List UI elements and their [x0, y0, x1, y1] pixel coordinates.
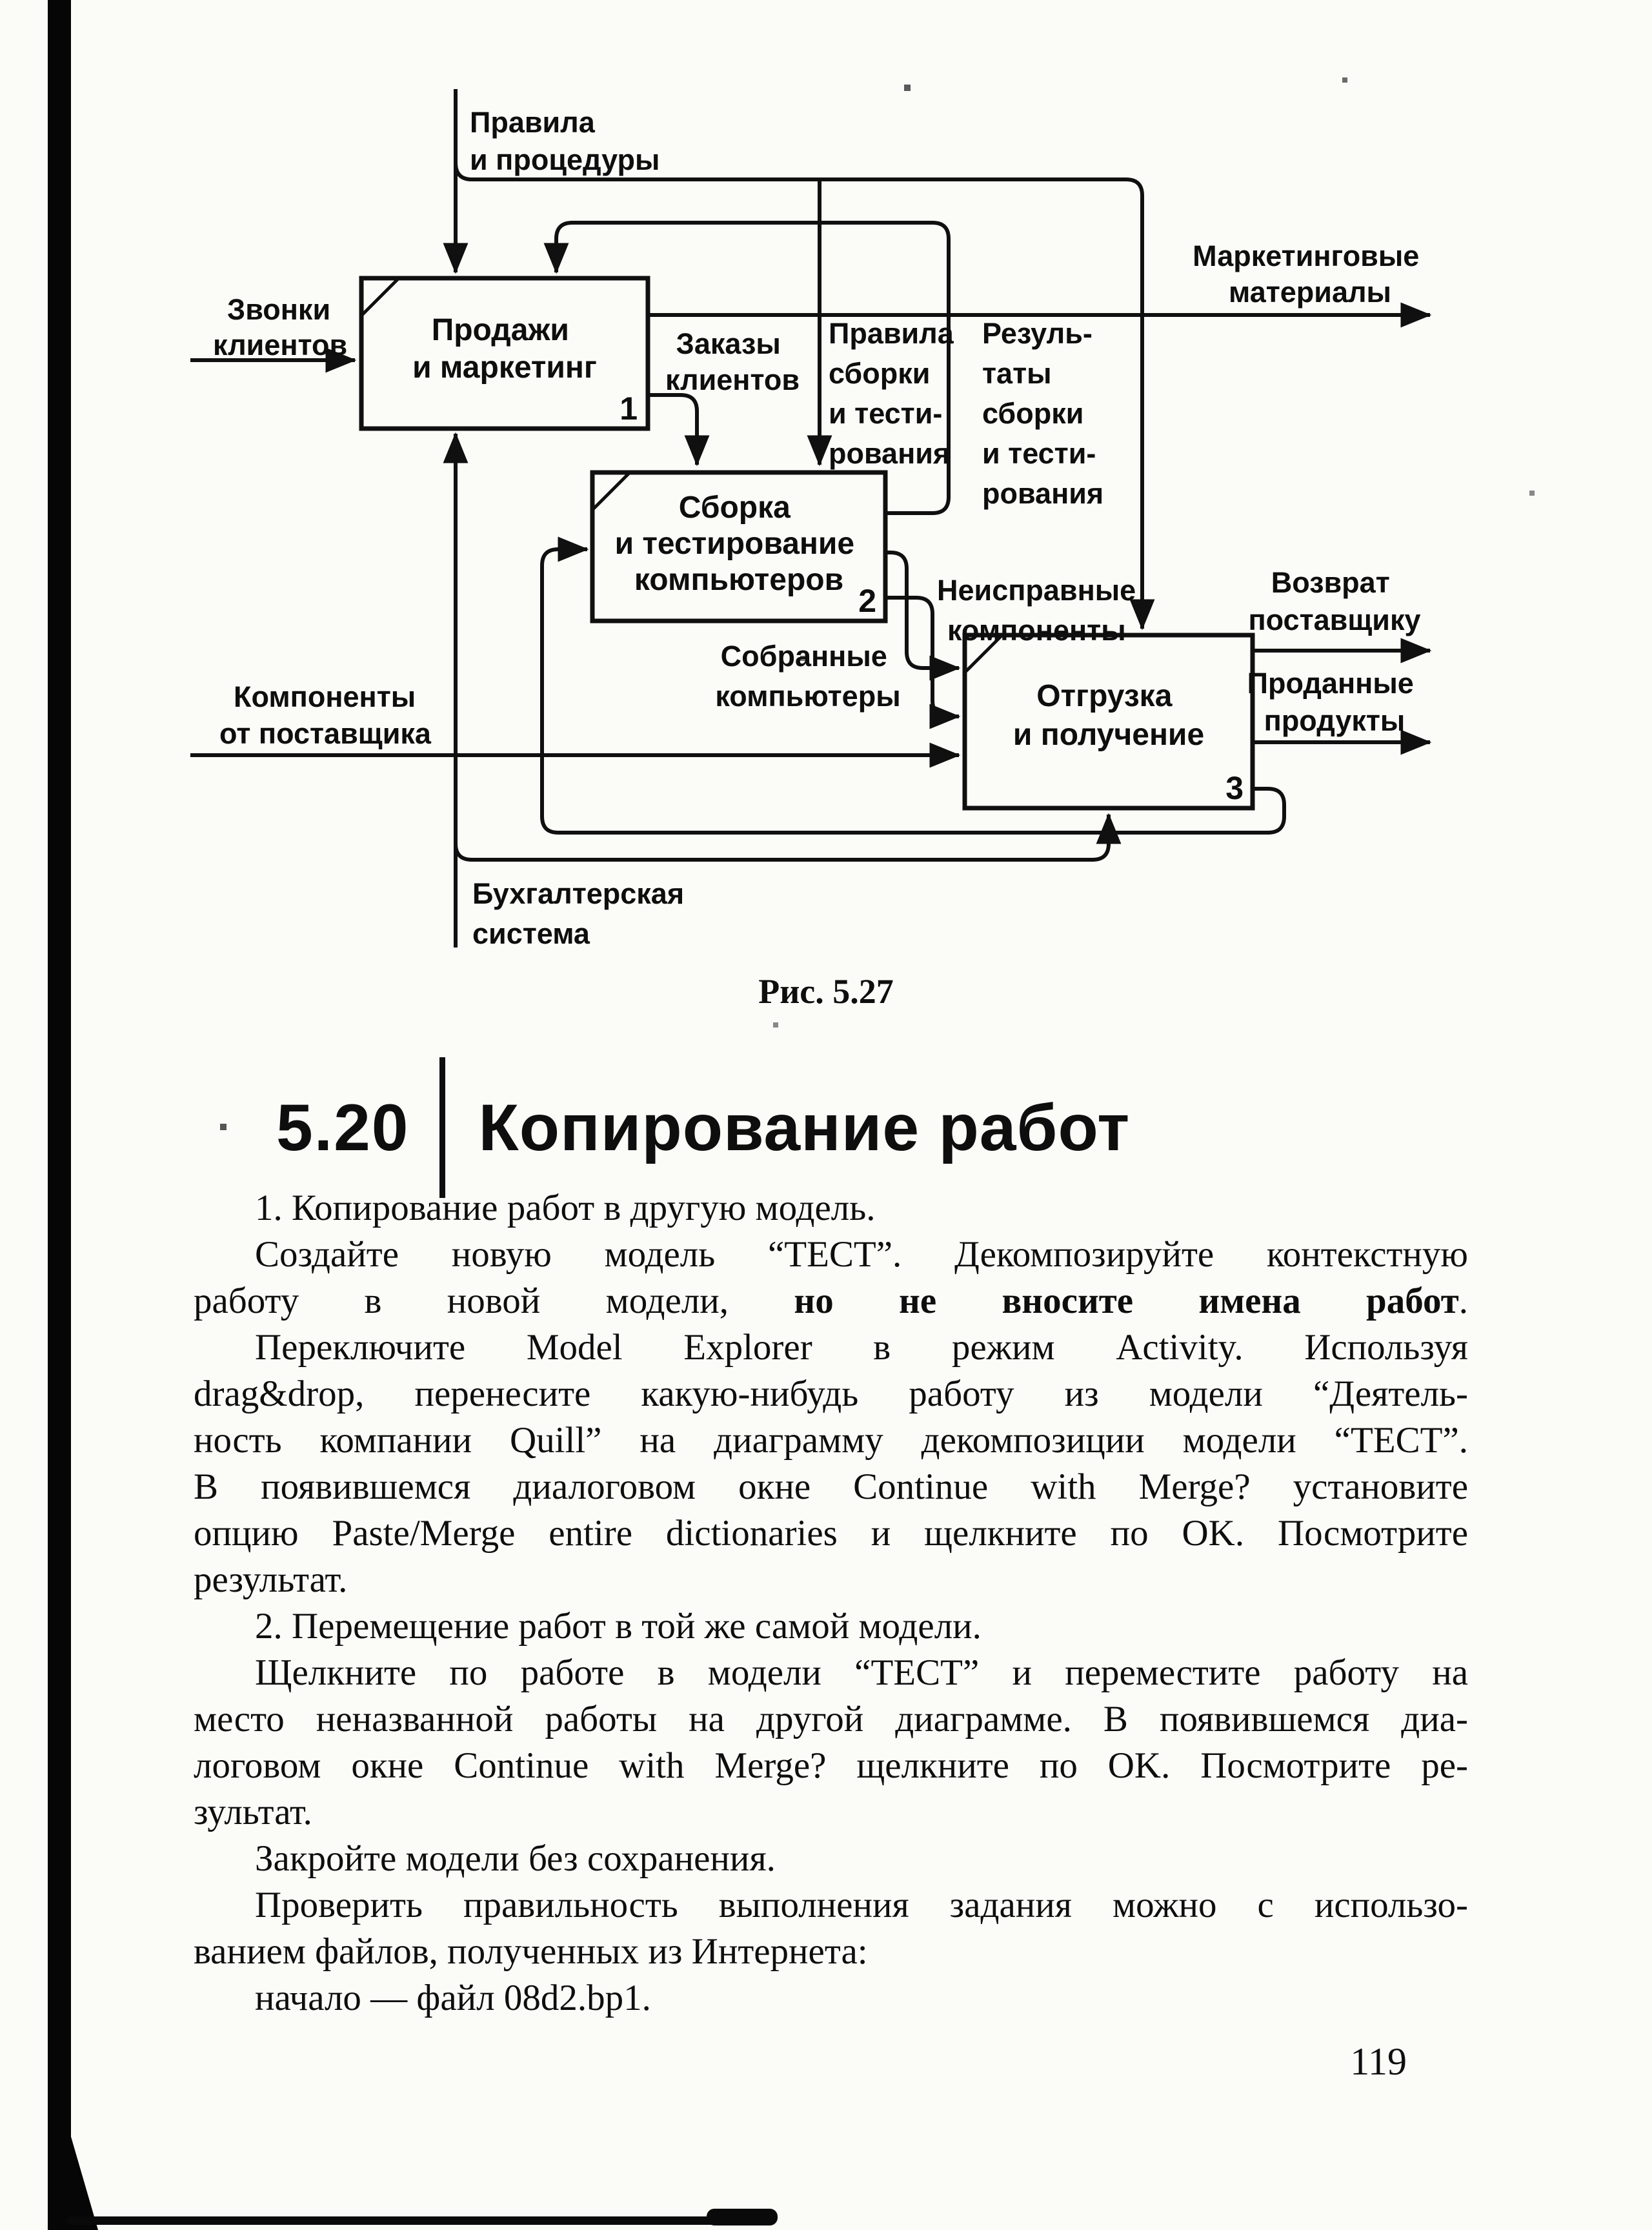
- activity-box-sales-label: Продажи и маркетинг: [412, 313, 597, 385]
- arrow-customer-orders: [648, 395, 697, 465]
- label-assembly-results: Резуль- таты сборки и тести- рования: [982, 317, 1104, 510]
- body-line: место неназванной работы на другой диаграмме. В появившемся диа-: [194, 1699, 1468, 1739]
- label-customer-orders: Заказы клиентов: [665, 327, 800, 396]
- label-assembly-rules: Правила сборки и тести- рования: [829, 317, 954, 470]
- body-line: результат.: [194, 1559, 348, 1600]
- label-returns-to-supplier: Возврат поставщику: [1248, 566, 1421, 636]
- body-line: Создайте новую модель “ТЕСТ”. Декомпозируйте контекстную: [255, 1234, 1468, 1275]
- body-line-segment: работу в новой модели,: [194, 1281, 794, 1321]
- arrow-faulty-components: [885, 552, 959, 668]
- activity-box-sales-number: 1: [620, 390, 638, 427]
- body-line: логовом окне Continue with Merge? щелкните по OK. Посмотрите ре-: [194, 1745, 1468, 1786]
- body-text: [194, 1185, 1468, 2022]
- figure-caption: Рис. 5.27: [758, 972, 894, 1011]
- body-line: Щелкните по работе в модели “ТЕСТ” и переместите работу на: [255, 1652, 1468, 1693]
- idef0-diagram: [0, 0, 1652, 1033]
- label-customer-calls: Звонки клиентов: [213, 293, 348, 361]
- body-line: зультат.: [194, 1792, 312, 1832]
- body-line-segment: .: [1458, 1281, 1468, 1321]
- label-marketing-materials: Маркетинговые материалы: [1193, 239, 1420, 309]
- body-line: 1. Копирование работ в другую модель.: [255, 1188, 876, 1228]
- arrow-accounting-mechanism-box3: [456, 815, 1109, 860]
- body-line: 2. Перемещение работ в той же самой модели.: [255, 1606, 982, 1647]
- section-title: Копирование работ: [478, 1090, 1131, 1164]
- scan-bottom-artifact-blob: [707, 2209, 778, 2225]
- body-line: начало — файл 08d2.bp1.: [255, 1978, 651, 2018]
- section-divider-rule: [439, 1057, 445, 1198]
- body-line: В появившемся диалоговом окне Continue with Merge? установите: [194, 1466, 1468, 1507]
- label-assembled-computers: Собранные компьютеры: [715, 640, 901, 713]
- body-line: Переключите Model Explorer в режим Activity. Используя: [255, 1327, 1468, 1368]
- label-rules-procedures: Правила и процедуры: [470, 106, 660, 176]
- body-line-bold-segment: но не вносите имена работ: [794, 1281, 1459, 1321]
- idef0-diagram-canvas: [0, 0, 1652, 1033]
- label-sold-products: Проданные продукты: [1247, 667, 1414, 737]
- activity-box-shipping-number: 3: [1225, 770, 1244, 806]
- label-accounting-system: Бухгалтерская система: [472, 877, 685, 950]
- body-line: ванием файлов, полученных из Интернета:: [194, 1931, 868, 1972]
- scan-bottom-artifact: [67, 2216, 767, 2225]
- body-line: Проверить правильность выполнения задания можно с использо-: [255, 1885, 1468, 1925]
- activity-box-assembly-label: Сборка и тестирование компьютеров: [614, 491, 855, 597]
- body-line: [194, 1278, 1468, 1324]
- body-line: ность компании Quill” на диаграмму декомпозиции модели “ТЕСТ”.: [194, 1420, 1468, 1461]
- section-header: [276, 1057, 1130, 1198]
- body-line: опцию Paste/Merge entire dictionaries и щелкните по OK. Посмотрите: [194, 1513, 1468, 1554]
- body-line: Закройте модели без сохранения.: [255, 1838, 776, 1879]
- activity-box-assembly-number: 2: [858, 583, 876, 619]
- label-components-from-supplier: Компоненты от поставщика: [219, 680, 431, 750]
- activity-box-shipping-label: Отгрузка и получение: [1012, 679, 1205, 752]
- section-number: 5.20: [276, 1090, 410, 1164]
- page-number: 119: [1350, 2040, 1407, 2083]
- label-faulty-components: Неисправные компоненты: [937, 574, 1136, 647]
- body-line: drag&drop, перенесите какую-нибудь работу из модели “Деятель-: [194, 1373, 1468, 1414]
